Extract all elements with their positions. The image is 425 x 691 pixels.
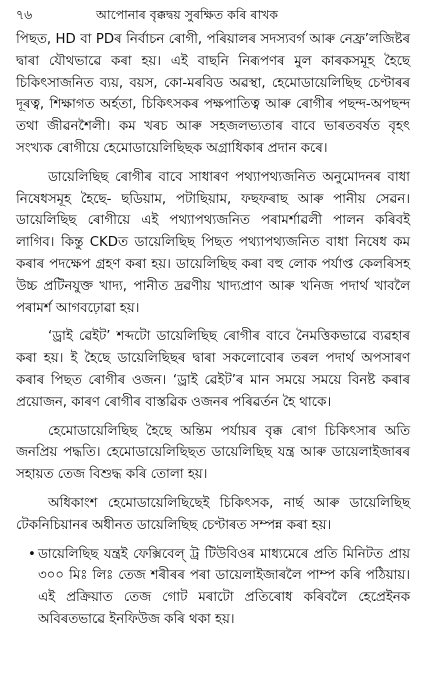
- paragraph-3: ‘ড্ৰাই ৱেইট’ শব্দটো ডায়েলিছিছ ৰোগীৰ বাবে নৈমত্তিকভাৱে ব্যৱহাৰ কৰা হয়। ই হৈছে ডায়েলিছিছৰ দ্বাৰা সকলোবোৰ তৰল পদাৰ্থ অপসাৰণ কৰাৰ পিছত ৰোগীৰ ওজন। ‘ড্ৰাই ৱেইট’ৰ মান সময়ে সময়ে বিনষ্ট কৰাৰ প্ৰয়োজন, কাৰণ ৰোগীৰ বাস্তৱিক ওজনৰ পৰিৱৰ্তন হৈ থাকে।: [16, 329, 410, 410]
- paragraph-2: ডায়েলিছিছ ৰোগীৰ বাবে সাধাৰণ পথ্যাপথ্যজনিত অনুমোদনৰ বাধা নিষেধসমূহ হৈছে- ছডিয়াম, পটাছিয়াম, ফছফৰাছ আৰু পানীয় সেৱন। ডায়েলিছিছ ৰোগীয়ে এই পথ্যাপথ্যজনিত পৰামৰ্শাৱলী পালন কৰিবই লাগিব। কিন্তু CKDত ডায়েলিছিছ পিছত পথ্যাপথ্যজনিত বাধা নিষেধ কম কৰাৰ পদক্ষেপ গ্ৰহণ কৰা হয়। ডায়েলিছিছ কৰা বহু লোক পৰ্যাপ্ত কেলৰিসহ উচ্চ প্ৰটিনযুক্ত খাদ্য, পানীত দ্ৰৱণীয় খাদ্যপ্ৰাণ আৰু খনিজ পদাৰ্থ খাবলৈ পৰামৰ্শ আগবঢ়োৱা হয়।: [16, 169, 410, 316]
- running-title: আপোনাৰ বৃক্কদ্বয় সুৰক্ষিত কৰি ৰাখক: [96, 7, 279, 22]
- paragraph-5: অধিকাংশ হেমোডায়েলিছিছেই চিকিৎসক, নাৰ্ছ আৰু ডায়েলিছিছ টেকনিচিয়ানৰ অধীনত ডায়েলিছিছ চেণ্টাৰত সম্পন্ন কৰা হয়।: [16, 495, 410, 533]
- page-number: ৭৬: [16, 7, 33, 22]
- paragraph-1: পিছত, HD বা PDৰ নিৰ্বাচন ৰোগী, পৰিয়ালৰ সদস্যবৰ্গ আৰু নেফ্ৰ’লজিষ্টৰ দ্বাৰা যৌথভাৱে কৰা হয়। এই বাছনি নিৰূপণৰ মুল কাৰকসমূহ হৈছে চিকিৎসাজনিত ব্যয়, বয়স, কো-মৰবিড অৱস্থা, হেমোডায়েলিছিছ চেণ্টাৰৰ দূৰত্ব, শিক্ষাগত অৰ্হতা, চিকিৎসকৰ পক্ষপাতিত্ব আৰু ৰোগীৰ পছন্দ-অপছন্দ তথা জীৱনশৈলী। কম খৰচ আৰু সহজলভ্যতাৰ বাবে ভাৰতবৰ্ষত বৃহৎ সংখ্যক ৰোগীয়ে হেমোডায়েলিছিছক অগ্ৰাধিকাৰ প্ৰদান কৰে।: [16, 32, 410, 156]
- page-header: [16, 7, 410, 29]
- bullet-dot-icon: •: [28, 546, 36, 562]
- bullet-text: ডায়েলিছিছ যন্ত্ৰই ফেক্সিবেল্‌ ট্ৰ টিউবিওৰ মাধ্যমেৰে প্ৰতি মিনিটত প্ৰায় ৩০০ মিঃ লিঃ তেজ শৰীৰৰ পৰা ডায়েলাইজাৰলৈ পাম্প কৰি পঠিয়ায়। এই প্ৰক্ৰিয়াত তেজ গোট মৰাটো প্ৰতিৰোধ কৰিবলৈ হেপ্ৰেইনক অবিৰতভাৱে ইনফিউজ কৰি থকা হয়।: [38, 546, 410, 627]
- bullet-item: [16, 544, 410, 631]
- paragraph-4: হেমোডায়েলিছিছ হৈছে অন্তিম পৰ্যায়ৰ বৃক্ক ৰোগ চিকিৎসাৰ অতি জনপ্ৰিয় পদ্ধতি। হেমোডায়েলিছিছত ডায়েলিছিছ যন্ত্ৰ আৰু ডায়েলাইজাৰৰ সহায়ত তেজ বিশুদ্ধ কৰি তোলা হয়।: [16, 423, 410, 483]
